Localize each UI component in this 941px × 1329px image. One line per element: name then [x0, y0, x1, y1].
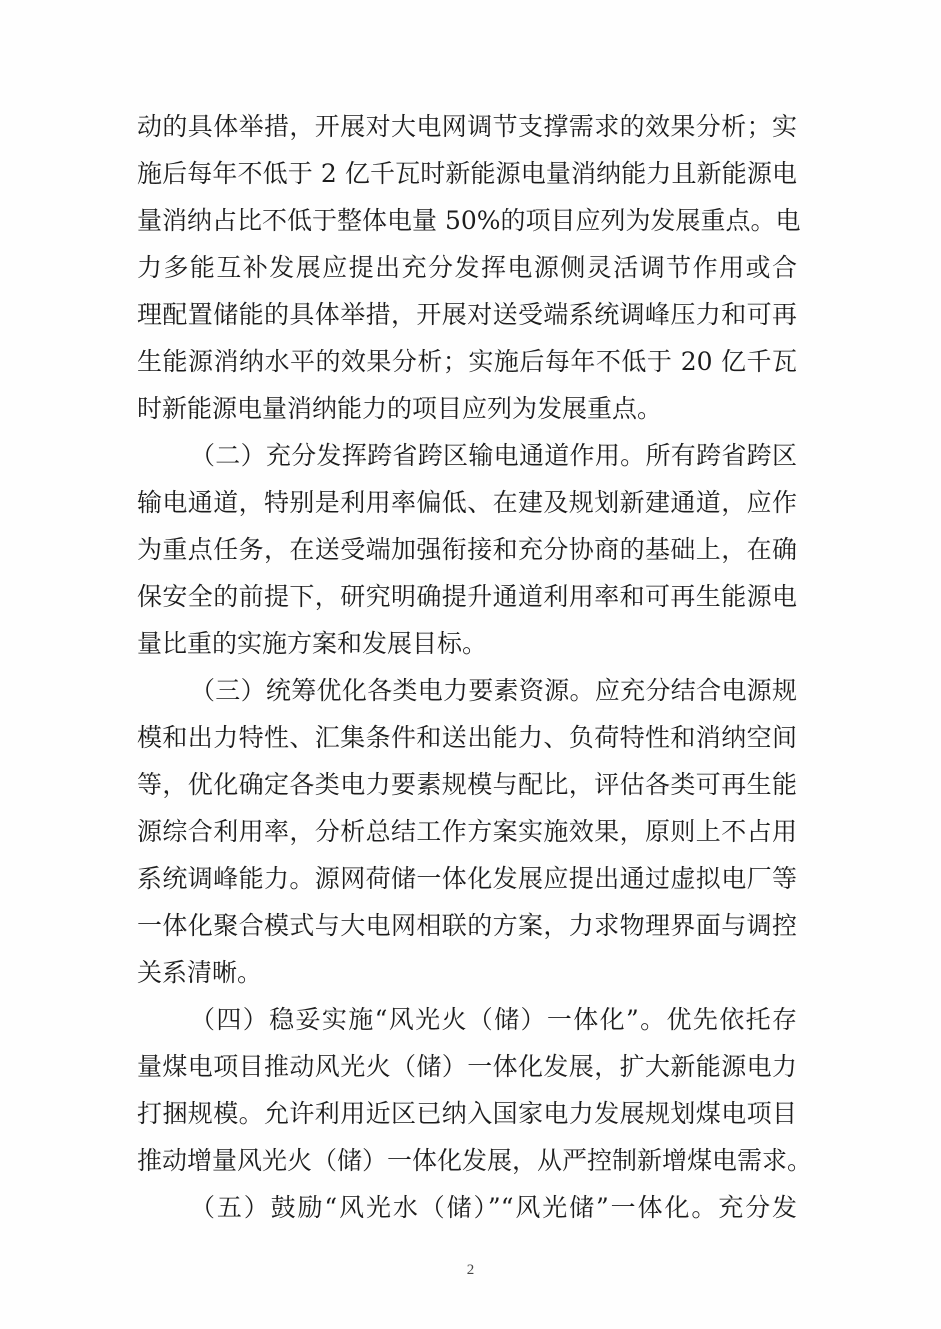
text-line-7: 时新能源电量消纳能力的项目应列为发展重点。 [137, 394, 663, 423]
text-line-12: 量比重的实施方案和发展目标。 [137, 629, 488, 658]
text-line-14: 模和出力特性、汇集条件和送出能力、负荷特性和消纳空间 [137, 723, 797, 752]
text-line-6: 生能源消纳水平的效果分析；实施后每年不低于 20 亿千瓦 [137, 347, 797, 376]
section-heading-5-line: （五）鼓励“风光水（储）”“风光储”一体化。充分发 [190, 1193, 797, 1222]
text-line-3: 量消纳占比不低于整体电量 50%的项目应列为发展重点。电 [137, 206, 801, 235]
page-number: 2 [466, 1262, 475, 1278]
section-heading-4-line: （四）稳妥实施“风光火（储）一体化”。优先依托存 [190, 1005, 797, 1034]
text-line-5: 理配置储能的具体举措，开展对送受端系统调峰压力和可再 [137, 300, 797, 329]
text-line-9: 输电通道，特别是利用率偏低、在建及规划新建通道，应作 [137, 488, 797, 517]
text-line-2: 施后每年不低于 2 亿千瓦时新能源电量消纳能力且新能源电 [137, 159, 797, 188]
text-line-21: 量煤电项目推动风光火（储）一体化发展，扩大新能源电力 [137, 1052, 797, 1081]
section-heading-2-line: （二）充分发挥跨省跨区输电通道作用。所有跨省跨区 [190, 441, 797, 470]
section-heading-3-line: （三）统筹优化各类电力要素资源。应充分结合电源规 [190, 676, 797, 705]
text-line-10: 为重点任务，在送受端加强衔接和充分协商的基础上，在确 [137, 535, 797, 564]
text-line-15: 等，优化确定各类电力要素规模与配比，评估各类可再生能 [137, 770, 797, 799]
text-line-23: 推动增量风光火（储）一体化发展，从严控制新增煤电需求。 [137, 1146, 813, 1175]
text-line-22: 打捆规模。允许利用近区已纳入国家电力发展规划煤电项目 [137, 1099, 797, 1128]
text-line-11: 保安全的前提下，研究明确提升通道利用率和可再生能源电 [137, 582, 797, 611]
text-line-17: 系统调峰能力。源网荷储一体化发展应提出通过虚拟电厂等 [137, 864, 797, 893]
text-line-19: 关系清晰。 [137, 958, 263, 987]
text-line-4: 力多能互补发展应提出充分发挥电源侧灵活调节作用或合 [137, 253, 797, 282]
text-line-18: 一体化聚合模式与大电网相联的方案，力求物理界面与调控 [137, 911, 797, 940]
text-line-1: 动的具体举措，开展对大电网调节支撑需求的效果分析；实 [137, 112, 797, 141]
text-line-16: 源综合利用率，分析总结工作方案实施效果，原则上不占用 [137, 817, 797, 846]
